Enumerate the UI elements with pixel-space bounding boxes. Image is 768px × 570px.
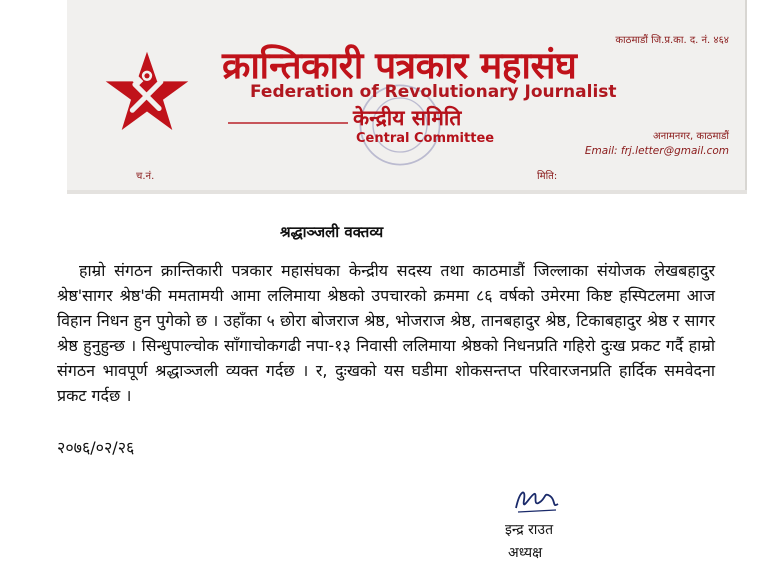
address: अनामनगर, काठमाडौं [653, 131, 729, 142]
org-title-english: Federation of Revolutionary Journalist [250, 82, 617, 102]
org-title-nepali: क्रान्तिकारी पत्रकार महासंघ [222, 44, 577, 87]
statement-title: श्रद्धाञ्जली वक्तव्य [280, 223, 384, 241]
star-logo-icon [104, 50, 190, 136]
reference-number-label: च.नं. [136, 171, 155, 182]
registration-number: काठमाडौं जि.प्र.का. द. नं. ४६४ [615, 35, 729, 46]
statement-body: हाम्रो संगठन क्रान्तिकारी पत्रकार महासंघका केन्द्रीय सदस्य तथा काठमाडौं जिल्लाका संयोजक लेखबहादुर श्रेष्ठ'सागर श्रेष्ठ'की ममतामयी आमा ललिमाया श्रेष्ठको उपचारको क्रममा ८६ वर्षको उमेरमा किष्ट हस्पिटलमा आज विहान निधन हुन पुगेको छ । उहाँका ५ छोरा बोजराज श्रेष्ठ, भोजराज श्रेष्ठ, तानबहादुर श्रेष्ठ, टिकाबहादुर श्रेष्ठ र सागर श्रेष्ठ हुनुहुन्छ । सिन्धुपाल्चोक साँगाचोकगढी नपा-१३ निवासी ललिमाया श्रेष्ठको निधनप्रति गहिरो दुःख प्रकट गर्दै हाम्रो संगठन भावपूर्ण श्रद्धाञ्जली व्यक्त गर्दछ । र, दुःखको यस घडीमा शोकसन्तप्त परिवारजनप्रति हार्दिक समवेदना प्रकट गर्दछ । [57, 261, 715, 405]
signatory-role: अध्यक्ष [508, 545, 543, 561]
committee-english: Central Committee [356, 131, 495, 146]
committee-nepali: केन्द्रीय समिति [353, 106, 462, 130]
statement-date: २०७६/०२/२६ [57, 438, 135, 457]
date-label: मिति: [537, 171, 558, 182]
email-address: Email: frj.letter@gmail.com [584, 145, 729, 157]
signature-icon [512, 486, 562, 516]
letterhead-shadow [67, 190, 747, 194]
title-underline [228, 122, 348, 124]
signatory-name: इन्द्र राउत [505, 522, 554, 538]
